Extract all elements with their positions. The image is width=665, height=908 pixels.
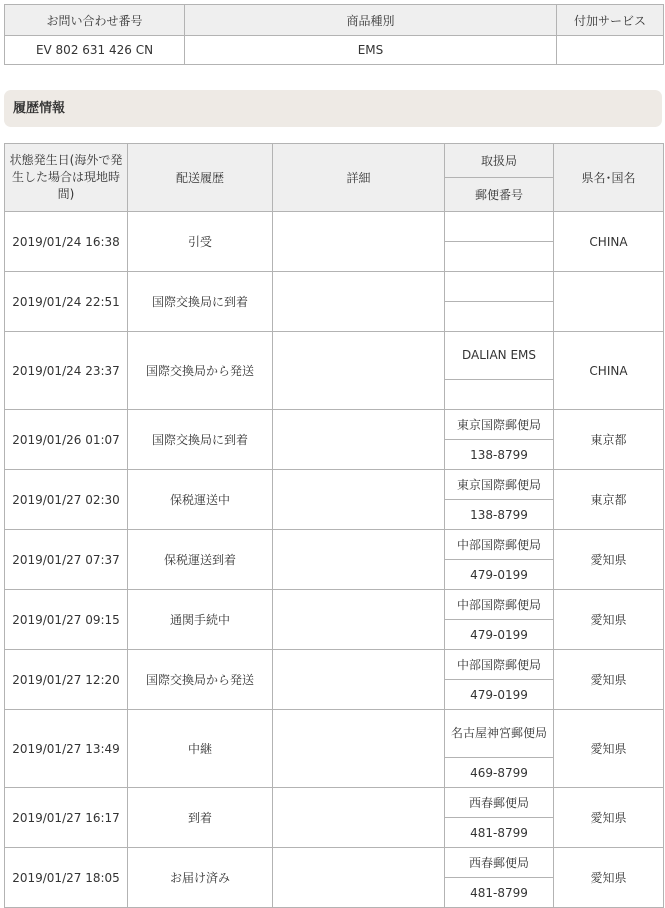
history-table (4, 143, 664, 908)
history-date: 2019/01/26 01:07 (5, 410, 128, 470)
history-status: お届け済み (128, 848, 273, 908)
history-date: 2019/01/27 13:49 (5, 710, 128, 788)
history-office: 東京国際郵便局 (445, 410, 554, 440)
history-postal (445, 302, 554, 332)
history-postal: 481-8799 (445, 878, 554, 908)
history-postal: 479-0199 (445, 620, 554, 650)
history-postal: 479-0199 (445, 560, 554, 590)
history-row (5, 470, 664, 500)
history-office (445, 272, 554, 302)
history-detail (273, 590, 445, 650)
history-status: 保税運送到着 (128, 530, 273, 590)
history-region: 東京都 (554, 470, 664, 530)
extra-service (557, 36, 664, 65)
history-office (445, 212, 554, 242)
history-region: 愛知県 (554, 590, 664, 650)
history-row (5, 212, 664, 242)
history-postal: 138-8799 (445, 440, 554, 470)
history-status: 国際交換局に到着 (128, 272, 273, 332)
history-office: 西春郵便局 (445, 788, 554, 818)
history-region (554, 272, 664, 332)
summary-header-row (5, 5, 664, 36)
header-detail: 詳細 (273, 144, 445, 212)
history-date: 2019/01/24 23:37 (5, 332, 128, 410)
history-detail (273, 710, 445, 788)
header-region: 県名･国名 (554, 144, 664, 212)
history-header-row (5, 144, 664, 178)
header-date: 状態発生日(海外で発生した場合は現地時間) (5, 144, 128, 212)
history-status: 到着 (128, 788, 273, 848)
history-region: 愛知県 (554, 530, 664, 590)
history-status: 国際交換局に到着 (128, 410, 273, 470)
history-date: 2019/01/27 18:05 (5, 848, 128, 908)
summary-table (4, 4, 664, 65)
history-region: 愛知県 (554, 848, 664, 908)
history-postal: 481-8799 (445, 818, 554, 848)
history-region: CHINA (554, 212, 664, 272)
history-detail (273, 332, 445, 410)
history-detail (273, 530, 445, 590)
history-row (5, 332, 664, 380)
history-date: 2019/01/24 16:38 (5, 212, 128, 272)
summary-header-product: 商品種別 (185, 5, 557, 36)
history-row (5, 710, 664, 758)
history-row (5, 848, 664, 878)
history-postal: 479-0199 (445, 680, 554, 710)
product-type: EMS (185, 36, 557, 65)
history-date: 2019/01/27 07:37 (5, 530, 128, 590)
history-status: 保税運送中 (128, 470, 273, 530)
history-detail (273, 212, 445, 272)
history-region: CHINA (554, 332, 664, 410)
history-region: 東京都 (554, 410, 664, 470)
history-status: 引受 (128, 212, 273, 272)
history-office: 中部国際郵便局 (445, 590, 554, 620)
summary-header-extra: 付加サービス (557, 5, 664, 36)
history-row (5, 410, 664, 440)
history-row (5, 530, 664, 560)
section-title: 履歴情報 (4, 90, 662, 127)
history-detail (273, 470, 445, 530)
history-body (5, 212, 664, 908)
history-office: DALIAN EMS (445, 332, 554, 380)
history-detail (273, 848, 445, 908)
tracking-number: EV 802 631 426 CN (5, 36, 185, 65)
history-detail (273, 410, 445, 470)
header-office: 取扱局 (445, 144, 554, 178)
header-status: 配送履歴 (128, 144, 273, 212)
history-row (5, 272, 664, 302)
history-row (5, 590, 664, 620)
history-row (5, 788, 664, 818)
history-region: 愛知県 (554, 650, 664, 710)
history-region: 愛知県 (554, 788, 664, 848)
history-status: 国際交換局から発送 (128, 332, 273, 410)
history-postal: 138-8799 (445, 500, 554, 530)
header-postal: 郵便番号 (445, 178, 554, 212)
history-office: 西春郵便局 (445, 848, 554, 878)
history-office: 中部国際郵便局 (445, 530, 554, 560)
history-date: 2019/01/27 12:20 (5, 650, 128, 710)
history-postal (445, 242, 554, 272)
history-office: 中部国際郵便局 (445, 650, 554, 680)
history-postal (445, 380, 554, 410)
history-date: 2019/01/27 02:30 (5, 470, 128, 530)
history-status: 中継 (128, 710, 273, 788)
history-date: 2019/01/27 09:15 (5, 590, 128, 650)
history-region: 愛知県 (554, 710, 664, 788)
history-date: 2019/01/27 16:17 (5, 788, 128, 848)
summary-data-row (5, 36, 664, 65)
history-detail (273, 788, 445, 848)
history-office: 東京国際郵便局 (445, 470, 554, 500)
history-status: 通関手続中 (128, 590, 273, 650)
history-postal: 469-8799 (445, 758, 554, 788)
history-detail (273, 272, 445, 332)
history-row (5, 650, 664, 680)
summary-header-tracking: お問い合わせ番号 (5, 5, 185, 36)
history-office: 名古屋神宮郵便局 (445, 710, 554, 758)
history-date: 2019/01/24 22:51 (5, 272, 128, 332)
history-status: 国際交換局から発送 (128, 650, 273, 710)
history-detail (273, 650, 445, 710)
